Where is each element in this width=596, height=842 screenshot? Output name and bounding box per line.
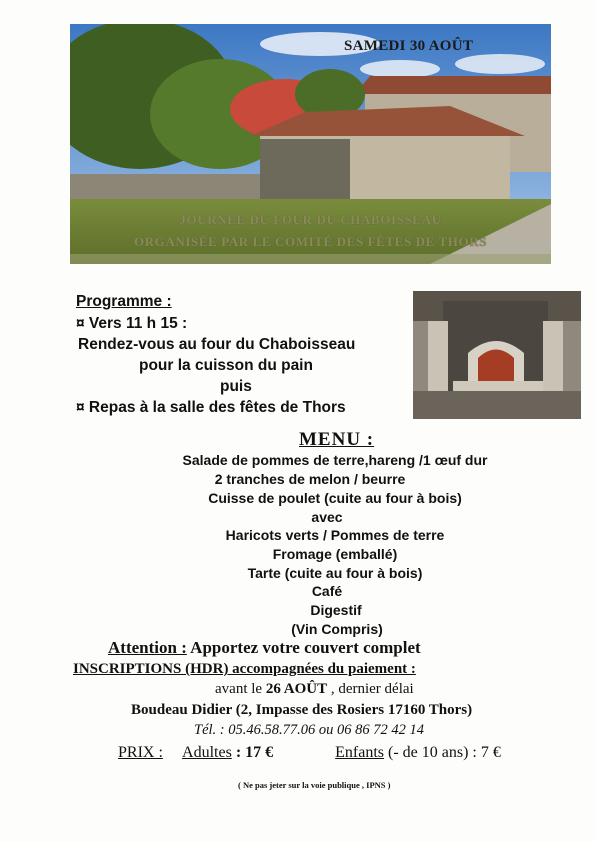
enfants-label: Enfants — [335, 744, 385, 761]
adultes-price: : 17 € — [231, 744, 274, 761]
enfants-age: (- de 10 ans) : 7 € — [384, 744, 501, 761]
oven-photo — [413, 291, 581, 419]
menu-item: Haricots verts / Pommes de terre — [225, 527, 445, 543]
menu-item: Tarte (cuite au four à bois) — [247, 565, 423, 581]
prix-line — [118, 744, 501, 762]
attention-line — [108, 638, 421, 658]
deadline-post: , dernier délai — [327, 681, 414, 697]
menu-item: Cuisse de poulet (cuite au four à bois) — [208, 490, 462, 506]
programme-item-time: ¤ Vers 11 h 15 : — [76, 315, 188, 332]
menu-item: Digestif — [310, 602, 362, 618]
event-title: JOURNÉE DU FOUR DU CHABOISSEAU — [179, 212, 442, 227]
menu-item: 2 tranches de melon / beurre — [214, 471, 406, 487]
programme-rendezvous: Rendez-vous au four du Chaboisseau — [78, 336, 356, 353]
event-date: SAMEDI 30 AOÛT — [344, 38, 474, 54]
menu-item: (Vin Compris) — [291, 621, 383, 637]
programme-title: Programme : — [76, 293, 172, 310]
programme-puis: puis — [220, 378, 252, 395]
header-photo — [70, 24, 551, 264]
prix-label: PRIX : — [118, 744, 163, 761]
programme-cuisson: pour la cuisson du pain — [139, 357, 313, 374]
deadline-date: 26 AOÛT — [265, 681, 328, 697]
deadline-pre: avant le — [215, 681, 266, 697]
attention-text: Apportez votre couvert complet — [186, 638, 421, 657]
inscriptions-deadline — [215, 681, 414, 698]
footer-note: ( Ne pas jeter sur la voie publique , IPNS ) — [238, 780, 391, 790]
oven-photo-illustration — [413, 291, 581, 419]
programme-item-repas: ¤ Repas à la salle des fêtes de Thors — [76, 399, 346, 416]
inscriptions-contact: Boudeau Didier (2, Impasse des Rosiers 17160 Thors) — [131, 702, 473, 718]
attention-label: Attention : — [108, 638, 187, 657]
event-organizer: ORGANISÉE PAR LE COMITÉ DES FÊTES DE THORS — [133, 234, 488, 249]
inscriptions-phone: Tél. : 05.46.58.77.06 ou 06 86 72 42 14 — [194, 722, 424, 738]
inscriptions-title: INSCRIPTIONS (HDR) accompagnées du paiement : — [73, 661, 416, 677]
header-photo-illustration — [70, 24, 551, 264]
menu-item: Fromage (emballé) — [272, 546, 398, 562]
menu-item: avec — [311, 509, 343, 525]
adultes-label: Adultes — [182, 744, 232, 761]
menu-item: Salade de pommes de terre,hareng /1 œuf dur — [182, 452, 488, 468]
menu-item: Café — [311, 583, 343, 599]
menu-title: MENU : — [299, 429, 375, 450]
